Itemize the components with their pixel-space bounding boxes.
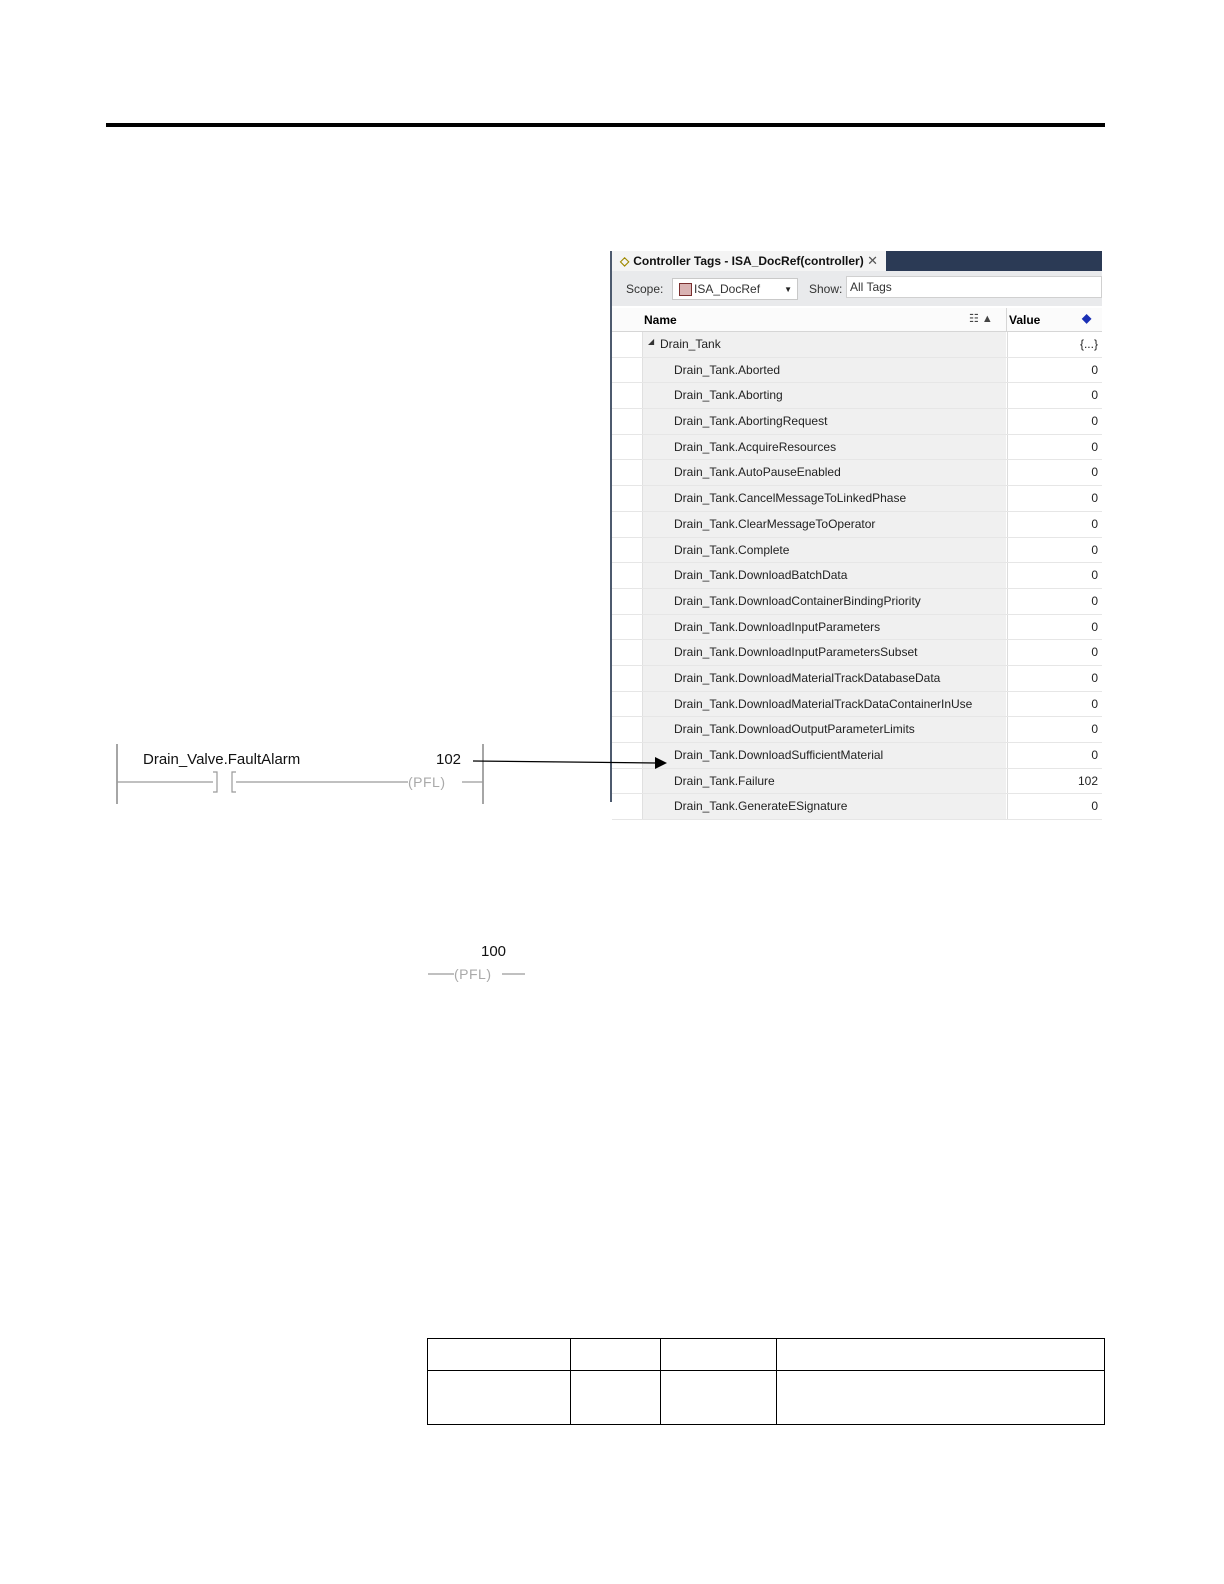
tag-name: Drain_Tank.Complete xyxy=(674,542,790,557)
show-label: Show: xyxy=(809,282,843,296)
tag-value: 0 xyxy=(1091,593,1098,608)
table-cell xyxy=(661,1371,777,1425)
tag-value: 0 xyxy=(1091,748,1098,762)
tag-value: 0 xyxy=(1091,388,1098,403)
tag-name: Drain_Tank.AbortingRequest xyxy=(674,414,828,429)
tag-value: 0 xyxy=(1091,722,1098,737)
scope-label: Scope: xyxy=(626,282,664,296)
scope-value: ISA_DocRef xyxy=(694,282,761,296)
tag-value: 0 xyxy=(1091,439,1098,454)
filter-sort-icon[interactable]: ☷ ▲ xyxy=(969,313,993,325)
tag-name: Drain_Tank.DownloadContainerBindingPriority xyxy=(674,593,921,608)
tag-name: Drain_Tank.DownloadMaterialTrackDatabaseData xyxy=(674,670,941,685)
tag-name: Drain_Tank.GenerateESignature xyxy=(674,799,848,814)
tag-value: 0 xyxy=(1091,799,1098,814)
table-cell xyxy=(777,1339,1105,1371)
pfl-value-2: 100 xyxy=(481,943,507,960)
pointer-arrow-head xyxy=(655,757,667,769)
tag-value: 0 xyxy=(1091,696,1098,711)
tag-name: Drain_Tank.DownloadInputParametersSubset xyxy=(674,645,918,660)
parameter-table xyxy=(427,1338,1105,1425)
tag-name: Drain_Tank.ClearMessageToOperator xyxy=(674,516,876,531)
pfl-instruction: (PFL) xyxy=(408,774,446,790)
tag-value: 0 xyxy=(1091,414,1098,429)
contact-right-bracket xyxy=(232,772,236,792)
table-cell xyxy=(571,1371,661,1425)
show-value: All Tags xyxy=(850,280,892,294)
table-cell xyxy=(428,1339,571,1371)
tag-value: {...} xyxy=(1079,337,1098,351)
table-cell xyxy=(571,1339,661,1371)
collapse-triangle-icon[interactable]: ◢ xyxy=(648,337,655,346)
tag-name: Drain_Tank.DownloadOutputParameterLimits xyxy=(674,722,915,737)
column-header-name[interactable]: Name xyxy=(644,313,677,327)
tag-value: 102 xyxy=(1077,773,1098,788)
contact-left-bracket xyxy=(213,772,217,792)
tag-name: Drain_Tank.Aborted xyxy=(674,362,781,377)
pfl-label: PFL xyxy=(413,774,441,790)
tag-name: Drain_Tank.DownloadMaterialTrackDataContainerInUse xyxy=(674,696,973,711)
tag-name: Drain_Tank.DownloadInputParameters xyxy=(674,619,881,634)
tag-name: Drain_Tank.Failure xyxy=(674,773,775,788)
tag-name: Drain_Tank.CancelMessageToLinkedPhase xyxy=(674,491,907,506)
tag-name: Drain_Tank.DownloadBatchData xyxy=(674,568,848,583)
tag-name: Drain_Tank.DownloadSufficientMaterial xyxy=(674,748,884,762)
arrow-left-icon[interactable]: ◆ xyxy=(1082,311,1092,325)
tag-value: 0 xyxy=(1091,645,1098,660)
close-icon[interactable]: ✕ xyxy=(867,253,878,268)
column-header-value[interactable]: Value xyxy=(1009,313,1041,327)
table-cell xyxy=(777,1371,1105,1425)
tag-name: Drain_Tank.Aborting xyxy=(674,388,783,403)
table-row xyxy=(428,1339,1105,1371)
pointer-arrow-line xyxy=(473,761,656,763)
pfl-instruction-2: (PFL) xyxy=(454,966,492,982)
tag-value: 0 xyxy=(1091,670,1098,685)
tag-value: 0 xyxy=(1091,516,1098,531)
tag-value: 0 xyxy=(1091,568,1098,583)
tag-value: 0 xyxy=(1091,362,1098,377)
tag-value: 0 xyxy=(1091,542,1098,557)
tag-value: 0 xyxy=(1091,465,1098,480)
tab-title: Controller Tags - ISA_DocRef(controller) xyxy=(633,254,864,268)
table-cell xyxy=(661,1339,777,1371)
tag-value: 0 xyxy=(1091,619,1098,634)
tag-value: 0 xyxy=(1091,491,1098,506)
tag-icon: ◇ xyxy=(620,254,630,268)
tag-name: Drain_Tank.AcquireResources xyxy=(674,439,837,454)
chevron-down-icon[interactable]: ▼ xyxy=(784,284,792,294)
tag-name: Drain_Tank.AutoPauseEnabled xyxy=(674,465,841,480)
pfl-label-2: PFL xyxy=(459,966,487,982)
tag-name: Drain_Tank xyxy=(660,337,721,351)
table-cell xyxy=(428,1371,571,1425)
table-row xyxy=(428,1371,1105,1425)
pfl-value: 102 xyxy=(436,751,462,768)
contact-tag-label: Drain_Valve.FaultAlarm xyxy=(143,751,301,768)
